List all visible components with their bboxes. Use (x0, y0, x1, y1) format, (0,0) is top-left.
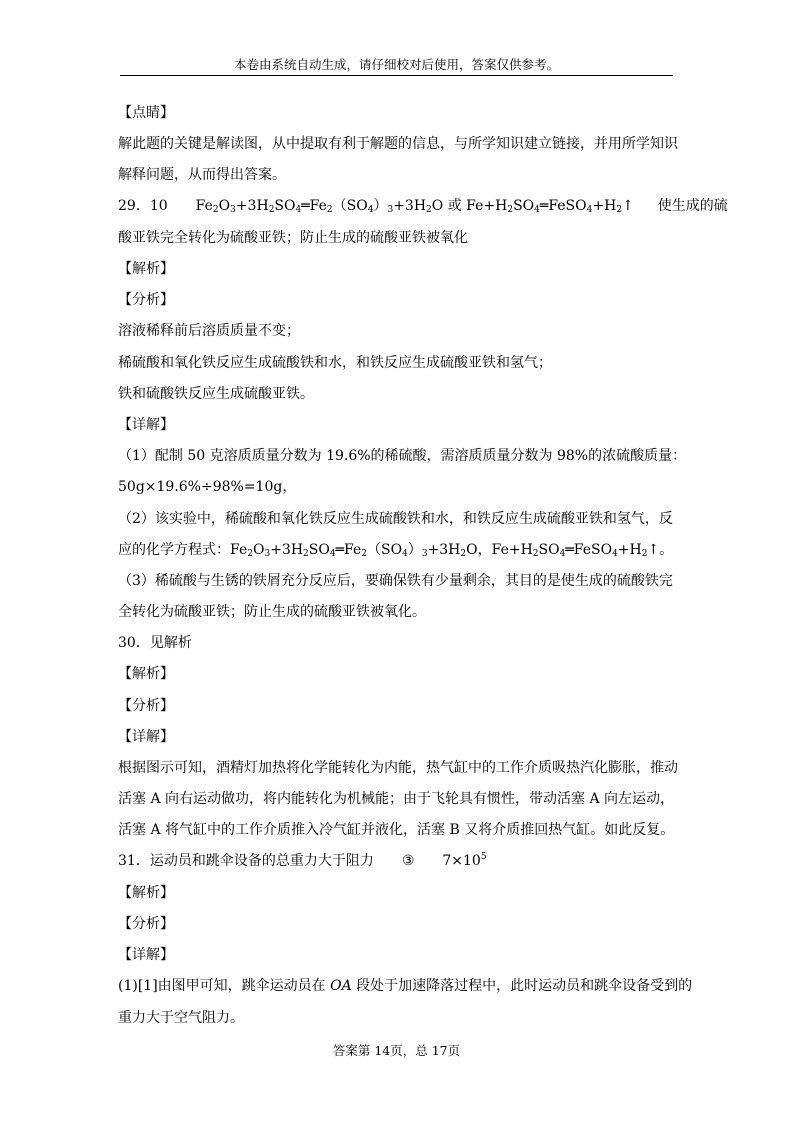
text-line: 活塞 A 向右运动做功，将内能转化为机械能；由于飞轮具有惯性，带动活塞 A 向左运动， (118, 791, 675, 807)
equation-text: +H (592, 198, 617, 214)
equation-text: Fe (230, 542, 248, 558)
subscript: 4 (612, 549, 618, 559)
text-line: 溶液稀释前后溶质质量不变； (118, 323, 300, 339)
text-line: 30．见解析 (118, 635, 192, 651)
equation-text: Fe (195, 198, 213, 214)
text-line: 解释问题，从而得出答案。 (118, 167, 286, 183)
answer-text: 段处于加速降落过程中，此时运动员和跳伞设备受到的 (351, 978, 693, 994)
text-line: 重力大于空气阻力。 (118, 1010, 244, 1026)
equation-text: ═Fe (301, 198, 327, 214)
text-line: 【分析】 (118, 292, 174, 308)
subscript: 4 (329, 549, 336, 559)
subscript: 2 (460, 549, 467, 559)
text-line: （2）该实验中，稀硫酸和氧化铁反应生成硫酸铁和水，和铁反应生成硫酸亚铁和氢气，反 (118, 511, 673, 527)
chemical-equation (196, 198, 634, 214)
text-line: 活塞 A 将气缸中的工作介质推入冷气缸并液化，活塞 B 又将介质推回热气缸。如此反复。 (118, 822, 675, 838)
subscript: 2 (507, 205, 514, 215)
subscript: 4 (295, 205, 302, 215)
subscript: 3 (264, 549, 271, 559)
equation-text: SO (274, 198, 296, 214)
equation-text: ═FeSO (565, 542, 613, 558)
equation-text: ） (373, 198, 388, 214)
page-header: 本卷由系统自动生成，请仔细校对后使用，答案仅供参考。 (120, 55, 673, 76)
equation-text: +3H (393, 198, 427, 214)
answer-text: (1)[1]由图甲可知，跳伞运动员在 (118, 978, 331, 994)
text-line: （1）配制 50 克溶质质量分数为 19.6%的稀硫酸，需溶质质量分数为 98%的浓硫酸质量： (118, 448, 687, 464)
text-line (118, 851, 678, 871)
answer-text: 使生成的硫 (657, 198, 728, 214)
text-line: 【解析】 (118, 885, 174, 901)
equation-text: O (252, 542, 265, 558)
subscript: 2 (212, 205, 219, 215)
text-line: 全转化为硫酸亚铁；防止生成的硫酸亚铁被氧化。 (118, 604, 426, 620)
text-line (118, 976, 693, 996)
text-line: 稀硫酸和氧化铁反应生成硫酸铁和水，和铁反应生成硫酸亚铁和氢气； (118, 355, 552, 371)
italic-label: OA (330, 978, 352, 994)
text-line: 解此题的关键是解读图，从中提取有利于解题的信息，与所学知识建立链接，并用所学知识 (118, 136, 678, 152)
text-line: 【详解】 (118, 729, 174, 745)
equation-text: O，Fe+H (466, 542, 533, 558)
subscript: 4 (402, 549, 408, 559)
subscript: 4 (534, 205, 540, 215)
text-line: 50g×19.6%÷98%=10g， (118, 479, 297, 495)
text-line: 铁和硫酸铁反应生成硫酸亚铁。 (118, 386, 314, 402)
text-line: 酸亚铁完全转化为硫酸亚铁；防止生成的硫酸亚铁被氧化 (118, 230, 468, 246)
subscript: 2 (641, 549, 648, 559)
text-line: 【解析】 (118, 666, 174, 682)
equation-text: ═FeSO (539, 198, 587, 214)
equation-text: ═Fe (335, 542, 362, 558)
equation-text: （SO (332, 198, 368, 214)
equation-text: ） (407, 542, 422, 558)
equation-text: +H (617, 542, 642, 558)
answer-mark: ③ (401, 853, 415, 869)
text-line (118, 196, 728, 216)
subscript: 2 (303, 549, 309, 559)
subscript: 2 (247, 549, 253, 559)
equation-text: ↑ (622, 198, 634, 214)
subscript: 2 (361, 549, 367, 559)
text-line: 【详解】 (118, 947, 174, 963)
equation-text: +3H (427, 542, 461, 558)
equation-text: O (218, 198, 231, 214)
text-line: 【解析】 (118, 261, 174, 277)
equation-text: SO (538, 542, 560, 558)
question-number: 29．10 (118, 198, 168, 214)
equation-text: SO (308, 542, 330, 558)
subscript: 2 (326, 205, 333, 215)
subscript: 3 (421, 549, 428, 559)
subscript: 2 (268, 205, 275, 215)
subscript: 3 (230, 205, 236, 215)
subscript: 2 (532, 549, 539, 559)
superscript: 5 (480, 852, 487, 862)
equation-text: +3H (235, 198, 269, 214)
subscript: 2 (616, 205, 623, 215)
text-line: 根据图示可知，酒精灯加热将化学能转化为内能，热气缸中的工作介质吸热汽化膨胀，推动 (118, 760, 678, 776)
chemical-equation (230, 542, 673, 558)
answer-text: 31．运动员和跳伞设备的总重力大于阻力 (118, 853, 374, 869)
answer-value: 7×10 (442, 853, 481, 869)
text-line: 【分析】 (118, 916, 174, 932)
equation-text: ↑。 (647, 542, 674, 558)
text-line: 【点睛】 (118, 105, 174, 121)
equation-text: O 或 Fe+H (431, 198, 508, 214)
subscript: 4 (367, 205, 374, 215)
text-line: 【分析】 (118, 698, 174, 714)
equation-text: +3H (270, 542, 304, 558)
equation-text: （SO (367, 542, 403, 558)
answer-text: 应的化学方程式： (118, 542, 230, 558)
subscript: 2 (426, 205, 432, 215)
equation-text: SO (513, 198, 535, 214)
text-line: （3）稀硫酸与生锈的铁屑充分反应后，要确保铁有少量剩余，其目的是使生成的硫酸铁完 (118, 573, 673, 589)
page-footer: 答案第 14页，总 17页 (332, 1043, 461, 1058)
subscript: 4 (586, 205, 593, 215)
subscript: 3 (387, 205, 394, 215)
subscript: 4 (559, 549, 566, 559)
text-line (118, 540, 678, 560)
text-line: 【详解】 (118, 417, 174, 433)
